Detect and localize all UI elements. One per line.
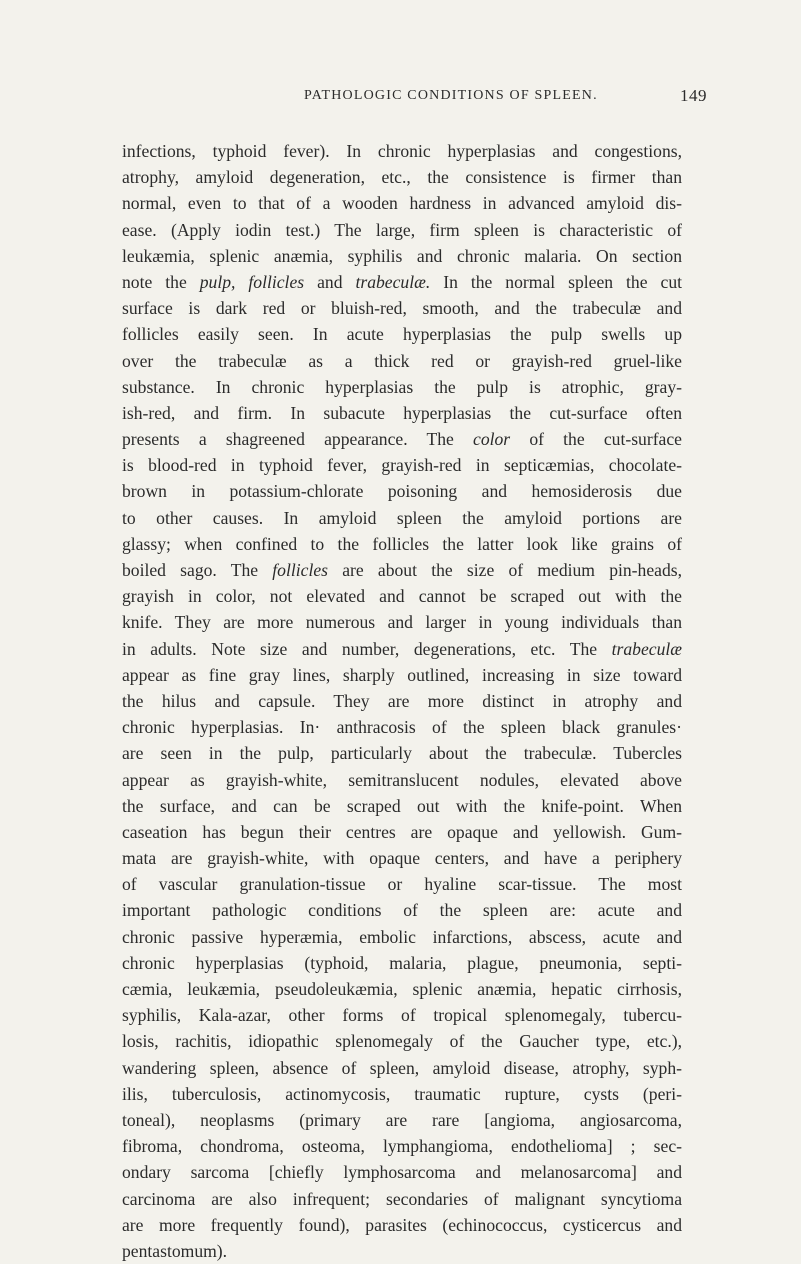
text-line: [122, 950, 682, 976]
text-segment: and: [304, 271, 356, 292]
italic-term: pulp, follicles: [199, 271, 305, 292]
text-segment: infections, typhoid fever). In chronic hyperplasias and congestions,: [122, 141, 682, 161]
text-line: [122, 1159, 682, 1185]
italic-term: trabeculæ.: [355, 271, 431, 292]
text-segment: pentastomum).: [122, 1240, 228, 1261]
text-line: [122, 976, 682, 1002]
text-segment: ish-red, and firm. In subacute hyperplasias the cut-surface often: [122, 402, 682, 423]
text-line: [122, 505, 682, 531]
text-segment: syphilis, Kala-azar, other forms of tropical splenomegaly, tubercu-: [122, 1005, 682, 1026]
text-segment: are about the size of medium pin-heads,: [328, 560, 682, 580]
text-line: [122, 583, 682, 609]
text-line: [122, 269, 682, 295]
text-line: [122, 164, 682, 190]
text-line: [122, 321, 682, 347]
text-segment: are more frequently found), parasites (echinococcus, cysticercus and: [122, 1214, 682, 1235]
text-segment: fibroma, chondroma, osteoma, lymphangioma, endothelioma] ; sec-: [122, 1136, 682, 1157]
text-segment: ondary sarcoma [chiefly lymphosarcoma and melanosarcoma] and: [122, 1162, 682, 1183]
text-segment: leukæmia, splenic anæmia, syphilis and chronic malaria. On section: [122, 245, 682, 266]
italic-term: color: [473, 429, 511, 450]
text-line: [122, 767, 682, 793]
text-line: [122, 217, 682, 243]
text-line: [122, 819, 682, 845]
text-segment: wandering spleen, absence of spleen, amyloid disease, atrophy, syph-: [122, 1057, 682, 1078]
text-segment: ilis, tuberculosis, actinomycosis, traumatic rupture, cysts (peri-: [122, 1083, 682, 1104]
text-line: [122, 1081, 682, 1107]
text-line: [122, 243, 682, 269]
text-line: [122, 662, 682, 688]
text-line: [122, 478, 682, 504]
text-segment: boiled sago. The: [122, 560, 273, 580]
text-segment: caseation has begun their centres are opaque and yellowish. Gum-: [122, 821, 682, 842]
text-segment: grayish in color, not elevated and cannot be scraped out with the: [122, 586, 682, 607]
text-line: [122, 452, 682, 478]
text-segment: to other causes. In amyloid spleen the amyloid portions are: [122, 507, 682, 528]
running-head: [0, 86, 801, 110]
text-segment: chronic passive hyperæmia, embolic infarctions, abscess, acute and: [122, 926, 682, 947]
text-line: [122, 1055, 682, 1081]
text-segment: appear as grayish-white, semitranslucent nodules, elevated above: [122, 769, 682, 790]
text-line: [122, 636, 682, 662]
text-segment: of the cut-surface: [510, 429, 682, 450]
text-line: [122, 557, 682, 583]
text-segment: In the normal spleen the cut: [430, 271, 683, 292]
text-line: [122, 1002, 682, 1028]
text-segment: chronic hyperplasias (typhoid, malaria, plague, pneumonia, septi-: [122, 952, 682, 973]
text-segment: follicles easily seen. In acute hyperplasias the pulp swells up: [122, 324, 682, 345]
body-text: [122, 138, 682, 1264]
text-line: [122, 871, 682, 897]
text-segment: note the: [122, 271, 200, 292]
text-segment: glassy; when confined to the follicles the latter look like grains of: [122, 533, 682, 554]
text-segment: of vascular granulation-tissue or hyaline scar-tissue. The most: [122, 874, 682, 895]
text-segment: atrophy, amyloid degeneration, etc., the consistence is firmer than: [122, 167, 682, 188]
text-line: [122, 845, 682, 871]
text-line: [122, 924, 682, 950]
italic-term: trabeculæ: [611, 638, 682, 659]
text-segment: mata are grayish-white, with opaque centers, and have a periphery: [122, 848, 682, 869]
text-line: [122, 1238, 682, 1264]
text-line: [122, 138, 682, 164]
text-line: [122, 295, 682, 321]
text-line: [122, 609, 682, 635]
text-segment: knife. They are more numerous and larger in young individuals than: [122, 612, 682, 633]
text-segment: normal, even to that of a wooden hardness in advanced amyloid dis-: [122, 193, 682, 214]
text-segment: substance. In chronic hyperplasias the pulp is atrophic, gray-: [122, 376, 682, 397]
text-line: [122, 1186, 682, 1212]
text-segment: presents a shagreened appearance. The: [122, 429, 474, 450]
text-segment: in adults. Note size and number, degenerations, etc. The: [122, 638, 612, 659]
text-line: [122, 374, 682, 400]
text-segment: the hilus and capsule. They are more distinct in atrophy and: [122, 690, 682, 711]
running-title: PATHOLOGIC CONDITIONS OF SPLEEN.: [304, 88, 598, 103]
text-segment: appear as fine gray lines, sharply outlined, increasing in size toward: [122, 664, 682, 685]
text-line: [122, 426, 682, 452]
text-segment: surface is dark red or bluish-red, smooth, and the trabeculæ and: [122, 298, 682, 319]
text-line: [122, 714, 682, 740]
text-line: [122, 1028, 682, 1054]
text-line: [122, 1212, 682, 1238]
text-segment: important pathologic conditions of the spleen are: acute and: [122, 900, 682, 921]
text-segment: the surface, and can be scraped out with the knife-point. When: [122, 795, 682, 816]
text-segment: toneal), neoplasms (primary are rare [angioma, angiosarcoma,: [122, 1109, 682, 1130]
text-segment: cæmia, leukæmia, pseudoleukæmia, splenic anæmia, hepatic cirrhosis,: [122, 979, 682, 999]
italic-term: follicles: [272, 560, 328, 580]
text-line: [122, 688, 682, 714]
text-segment: chronic hyperplasias. In· anthracosis of the spleen black granules·: [122, 717, 682, 738]
text-line: [122, 348, 682, 374]
text-line: [122, 531, 682, 557]
text-segment: losis, rachitis, idiopathic splenomegaly of the Gaucher type, etc.),: [122, 1031, 682, 1052]
text-line: [122, 1133, 682, 1159]
text-segment: over the trabeculæ as a thick red or grayish-red gruel-like: [122, 350, 682, 371]
text-segment: ease. (Apply iodin test.) The large, firm spleen is characteristic of: [122, 219, 682, 240]
text-line: [122, 1107, 682, 1133]
text-line: [122, 897, 682, 923]
text-line: [122, 190, 682, 216]
text-segment: brown in potassium-chlorate poisoning and hemosiderosis due: [122, 481, 682, 502]
text-line: [122, 740, 682, 766]
text-line: [122, 400, 682, 426]
text-segment: carcinoma are also infrequent; secondaries of malignant syncytioma: [122, 1188, 682, 1209]
text-segment: are seen in the pulp, particularly about the trabeculæ. Tubercles: [122, 743, 682, 764]
text-line: [122, 793, 682, 819]
text-segment: is blood-red in typhoid fever, grayish-red in septicæmias, chocolate-: [122, 455, 682, 476]
page-number: 149: [680, 86, 707, 105]
